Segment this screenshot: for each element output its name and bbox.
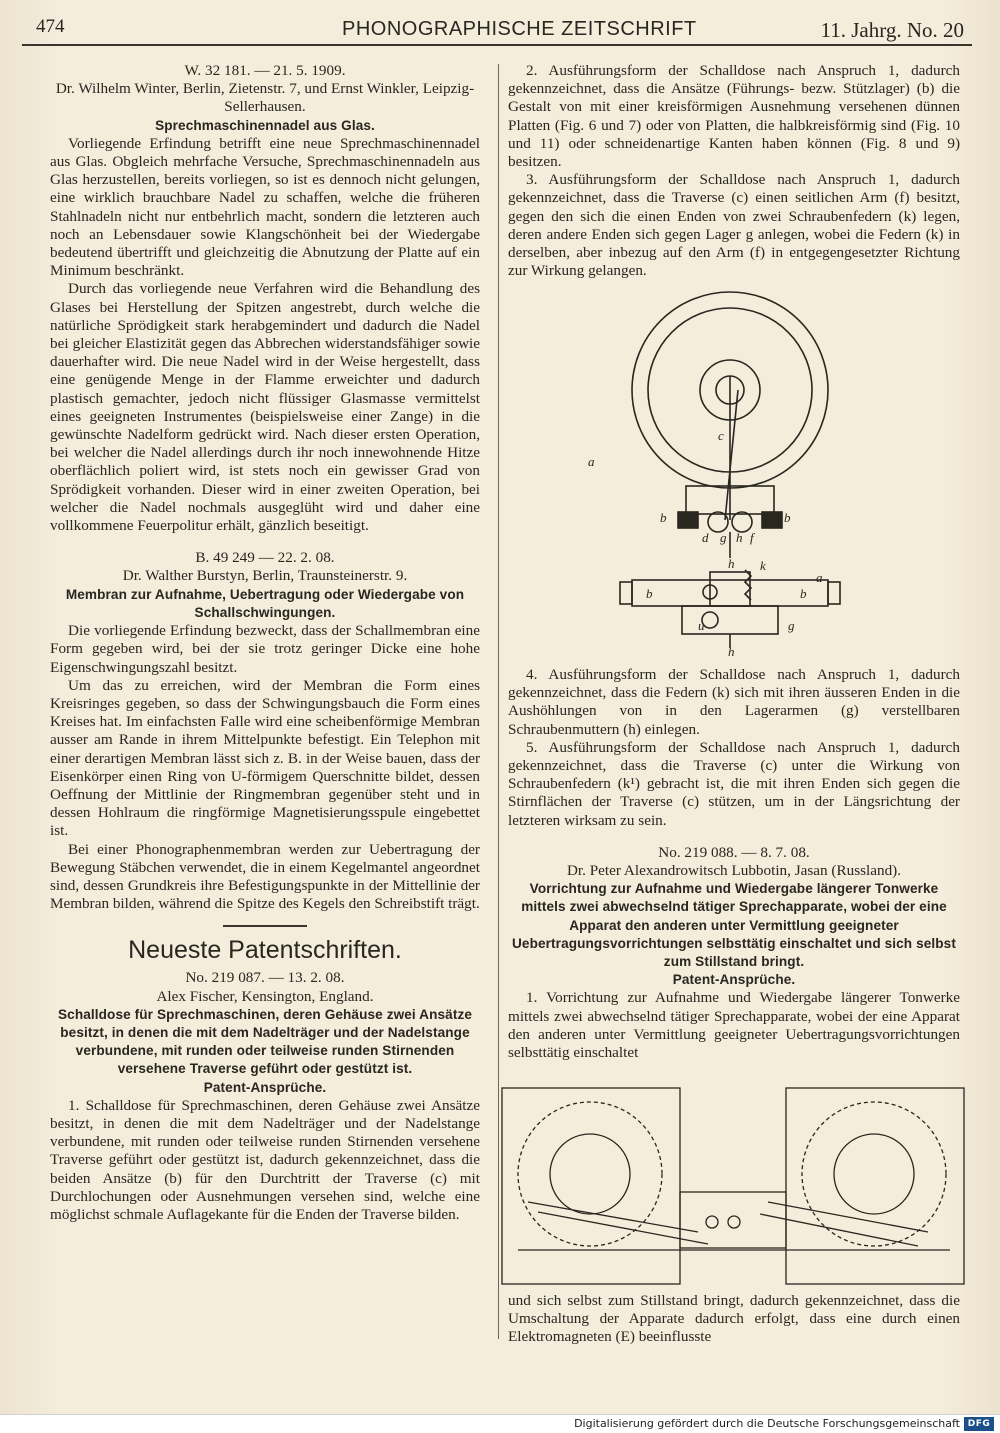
article-paragraph: Durch das vorliegende neue Verfahren wird die Behandlung des Glases bei Herstellung der Spitzen angestrebt, durch welche die natürliche Sprödigkeit stark herabgemindert und dadurch die Nadel bei gleicher Elastizität gegen das Abbrechen widerstandsfähiger sowie dauerhafter wird. Die neue Nadel wird in der Weise hergestellt, dass eine genügende Menge in der Flamme erweichter und dadurch plastisch gemachter, jedoch nicht flüssiger Glasmasse vermittelst eines geeigneten Instrumentes (beispielsweise einer Zange) in die gewünschte Nadelform gedrückt wird. Nach dieser ersten Operation, bei welcher die Nadel allerdings durch ihr noch innewohnende Hitze oberflächlich poliert wird, ist stets noch ein gewisser Grad von Sprödigkeit vorhanden. Dieser wird in einer zweiten Operation, bei welcher die Nadel nochmals ausgeglüht wird und daher eine vollkommene Feuerpolitur erhält, gänzlich beseitigt.: [50, 280, 480, 535]
figure-label: g: [720, 530, 727, 545]
dfg-logo: DFG: [964, 1417, 994, 1431]
article-title: Vorrichtung zur Aufnahme und Wiedergabe längerer Tonwerke mittels zwei abwechselnd tätiger Sprechapparate, wobei der eine Apparat den anderen unter Vermittlung geeigneter Uebertragungsvorrichtungen selbsttätig einschaltet und sich selbst zum Stillstand bringt.: [512, 881, 956, 970]
figure-label: f: [750, 530, 754, 545]
article-title: Schalldose für Sprechmaschinen, deren Gehäuse zwei Ansätze besitzt, in denen die mit dem Nadelträger und der Nadelstange verbundene, mit runden oder teilweise runden Stirnenden versehene Traverse geführt oder gestützt ist.: [58, 1006, 472, 1077]
right-column-middle: [508, 666, 960, 1062]
claim-paragraph: 1. Vorrichtung zur Aufnahme und Wiedergabe längerer Tonwerke mittels zwei abwechselnd tätiger Sprechapparate, wobei der eine Apparat den anderen unter Vermittlung geeigneter Uebertragungsvorrichtungen selbsttätig einschaltet: [508, 989, 960, 1062]
article-number: B. 49 249 — 22. 2. 08.: [195, 549, 335, 567]
section-divider: [223, 925, 307, 927]
figure-label: c: [718, 428, 724, 443]
claim-paragraph: 3. Ausführungsform der Schalldose nach Anspruch 1, dadurch gekennzeichnet, dass die Traverse (c) einen seitlichen Arm (f) besitzt, gegen den sich die einen Enden von zwei Schraubenfedern (k) legen, deren andere Enden sich gegen Lager g anlegen, wobei die Federn (k) in derselben, aber inbezug auf den Arm (f) in entgegengesetzter Richtung zur Wirkung gelangen.: [508, 171, 960, 280]
article-paragraph: Bei einer Phonographenmembran werden zur Uebertragung der Bewegung Stäbchen verwendet, die in einem Kegelmantel angeordnet sind, dessen Grundkreis ihre Befestigungspunkte in der Mittellinie der Membran bilden, während die Spitze des Kegels den Schreibstift trägt.: [50, 840, 480, 913]
figure-label: h: [728, 556, 735, 571]
article-author: Dr. Wilhelm Winter, Berlin, Zietenstr. 7, und Ernst Winkler, Leipzig-Sellerhausen.: [55, 80, 475, 116]
figure-label: d: [702, 530, 709, 545]
claim-paragraph: 5. Ausführungsform der Schalldose nach Anspruch 1, dadurch gekennzeichnet, dass die Traverse (c) unter die Wirkung von Schraubenfedern (k¹) gebracht ist, die mit ihren Enden sich gegen die Stirnflächen der Traverse (c) stützen, um in der Längsrichtung der letzteren wirksam zu sein.: [508, 738, 960, 829]
spacer: [508, 830, 960, 844]
figure-label: b: [646, 586, 653, 601]
footer-text: Digitalisierung gefördert durch die Deutsche Forschungsgemeinschaft: [574, 1417, 960, 1430]
page-number: 474: [36, 16, 65, 37]
figure-label: h: [728, 644, 735, 659]
right-column-top: [508, 62, 960, 280]
article-author: Dr. Peter Alexandrowitsch Lubbotin, Jasan (Russland).: [566, 862, 902, 880]
figure-label: h: [736, 530, 743, 545]
article-number: W. 32 181. — 21. 5. 1909.: [184, 62, 346, 79]
issue-label: 11. Jahrg. No. 20: [820, 18, 964, 42]
figure-label: b: [800, 586, 807, 601]
claim-paragraph: 2. Ausführungsform der Schalldose nach Anspruch 1, dadurch gekennzeichnet, dass die Ansätze (Führungs- bezw. Stützlager) (b) die Gestalt von mit einer kreisförmigen Ausnehmung versehenen dünnen Platten (Fig. 6 und 7) oder von Platten, die halbkreisförmig sind (Fig. 10 und 11) oder schneidenartige Kanten haben können (Fig. 8 und 9) besitzen.: [508, 62, 960, 171]
article-author: Dr. Walther Burstyn, Berlin, Traunsteinerstr. 9.: [122, 567, 408, 585]
figure-label: u: [698, 618, 705, 633]
footer-bar: [0, 1414, 1000, 1433]
article-author: Alex Fischer, Kensington, England.: [156, 987, 374, 1005]
figure-label: b: [660, 510, 667, 525]
figure-label: g: [788, 618, 795, 633]
left-column: [50, 62, 480, 1224]
page-header: [22, 14, 972, 46]
figure-label: b: [784, 510, 791, 525]
apparatus-figure: [498, 1082, 968, 1290]
figure-label: a: [816, 570, 823, 585]
article-title: Membran zur Aufnahme, Uebertragung oder Wiedergabe von Schallschwingungen.: [65, 586, 465, 620]
spacer: [50, 535, 480, 549]
claims-heading: Patent-Ansprüche.: [672, 972, 796, 988]
article-number: No. 219 087. — 13. 2. 08.: [185, 969, 345, 987]
claim-paragraph: 4. Ausführungsform der Schalldose nach Anspruch 1, dadurch gekennzeichnet, dass die Federn (k) sich mit ihren äusseren Enden in die Aushöhlungen von in den Lagerarmen (g) verstellbaren Schraubenmuttern (h) einlegen.: [508, 666, 960, 738]
journal-title: PHONOGRAPHISCHE ZEITSCHRIFT: [342, 18, 697, 40]
figure-label: a: [588, 454, 595, 469]
soundbox-figure: [560, 290, 900, 660]
article-paragraph: Um das zu erreichen, wird der Membran die Form eines Kreisringes gegeben, so dass der Schwingungsbauch die Form eines Kreises hat. Im einfachsten Falle wird eine scheibenförmige Membran ausser am Rande in ihrem Mittelpunkte befestigt. Ein Telephon mit einer derartigen Membran lässt sich z. B. in der Weise bauen, dass der Eisenkörper einen Ring von U-förmigem Querschnitte bildet, dessen Oeffnung der Mittlinie der Ringmembran gegenüber steht und in dessen Hohlraum die ringförmige Magnetisierungsspule eingebettet ist.: [50, 676, 480, 840]
article-title: Sprechmaschinennadel aus Glas.: [155, 117, 375, 133]
article-number: No. 219 088. — 8. 7. 08.: [658, 843, 810, 861]
claim-paragraph: und sich selbst zum Stillstand bringt, dadurch gekennzeichnet, dass die Umschaltung der Apparate dadurch erfolgt, dass eine durch einen Elektromagneten (E) beeinflusste: [508, 1292, 960, 1346]
right-column-bottom: [508, 1292, 960, 1347]
article-paragraph: 1. Schalldose für Sprechmaschinen, deren Gehäuse zwei Ansätze besitzt, in denen die mit dem Nadelträger und der Nadelstange verbundene, mit runden oder teilweise runden Stirnenden versehene Traverse geführt oder gestützt ist, dadurch gekennzeichnet, dass die beiden Ansätze (b) für den Durchtritt der Traverse (c) mit Durchlochungen oder Ausnehmungen versehen sind, welche eine möglichst schmale Auflagekante für die Enden der Traverse bilden.: [50, 1096, 480, 1223]
figure-label: k: [760, 558, 766, 573]
section-title: Neueste Patentschriften.: [128, 936, 402, 965]
article-paragraph: Vorliegende Erfindung betrifft eine neue Sprechmaschinennadel aus Glas. Obgleich mehrfache Versuche, Sprechmaschinennadeln aus Glas herzustellen, bereits vorliegen, so ist es dennoch nicht gelungen, eine wirklich brauchbare Nadel zu schaffen, welche die früheren Stahlnadeln nicht nur entbehrlich macht, sondern die letzteren auch noch an Lebensdauer sowie Klangschönheit bei der Wiedergabe bedeutend übertrifft und gleichzeitig die Abnutzung der Platte auf ein Minimum beschränkt.: [50, 134, 480, 280]
article-paragraph: Die vorliegende Erfindung bezweckt, dass der Schallmembran eine Form gegeben wird, bei der sie trotz geringer Dicke eine hohe Eigenschwingungszahl besitzt.: [50, 622, 480, 676]
claims-heading: Patent-Ansprüche.: [203, 1079, 327, 1095]
